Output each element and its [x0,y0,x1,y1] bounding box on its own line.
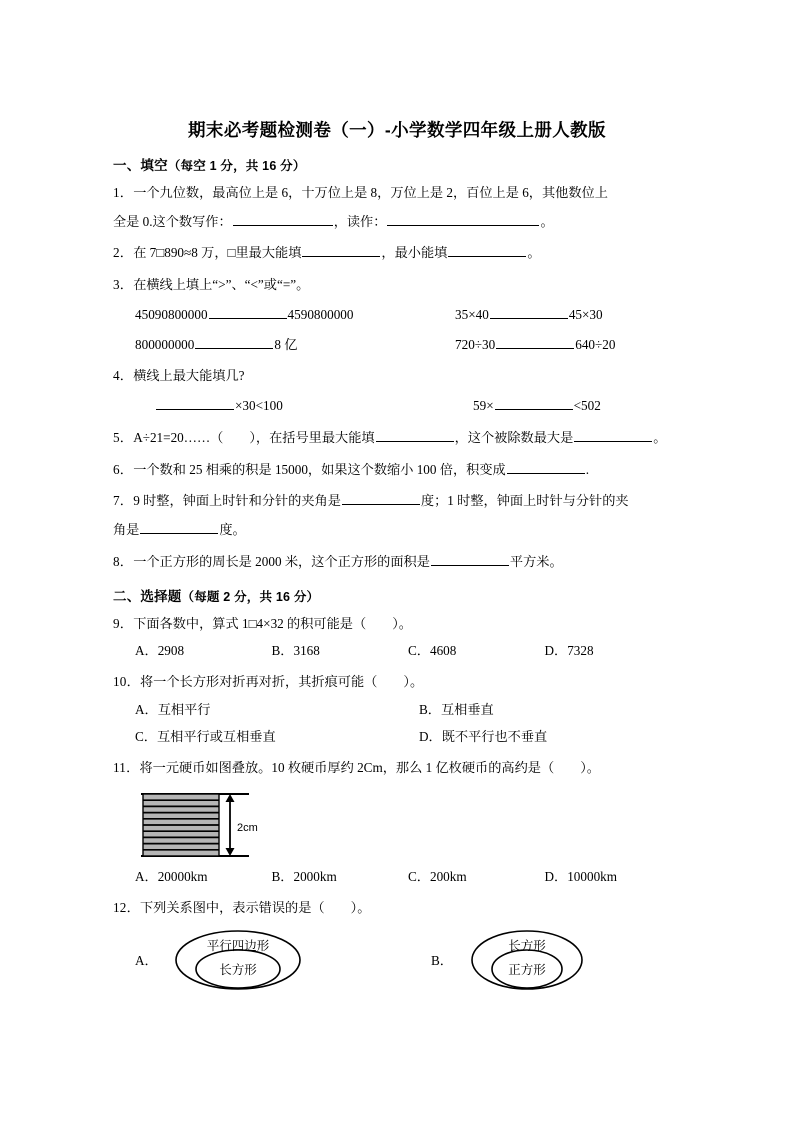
question-9-options [113,638,681,663]
question-1-blank-write[interactable] [233,213,333,226]
question-6-text-b: . [585,461,590,477]
question-3 [113,272,681,298]
question-12-index: 12． [113,900,140,916]
question-9-option-d[interactable]: D．7328 [544,643,594,659]
venn-a-outer-text: 平行四边形 [206,938,269,953]
q4-right-before: 59× [473,398,494,414]
question-3-row-1 [113,302,681,328]
section-heading-choice-score: （每题 2 分，共 16 分） [181,589,320,604]
question-5-text-d: 。 [653,429,667,445]
question-2-text-b: ，最小能填 [381,245,448,261]
question-10-options-row-1 [113,697,681,722]
question-12-options [113,927,681,993]
question-11-stem-b: ）。 [580,760,600,776]
question-7-text-d: 度。 [219,522,246,538]
question-1 [113,180,681,206]
question-2 [113,240,681,266]
question-5-text-b: ），在括号里最大能填 [249,429,375,445]
coin-dimension-label: 2cm [237,821,258,834]
q3-r2-left-blank[interactable] [195,336,273,349]
q3-r2-left-a: 800000000 [135,336,195,352]
question-7-index: 7． [113,493,134,509]
question-7-blank-9oclock[interactable] [342,492,420,505]
q3-r1-left-b: 4590800000 [287,306,354,322]
question-1-line2c: 。 [540,213,554,229]
question-5-text-a: A÷21=20……（ [133,429,224,445]
question-9-stem-a: 下面各数中，算式 1□4×32 的积可能是（ [133,615,367,631]
question-9-stem-b: ）。 [392,615,412,631]
question-7-continued [113,517,681,543]
q3-r1-left-a: 45090800000 [135,306,208,322]
question-6-blank[interactable] [507,460,585,473]
q3-r2-left-b: 8 亿 [274,336,298,352]
q4-right-after: <502 [573,398,601,414]
q3-r2-right-b: 640÷20 [575,336,616,352]
venn-diagram-b-icon [457,927,617,993]
question-5-text-c: ，这个被除数最大是 [454,429,574,445]
question-3-row-2 [113,332,681,358]
q3-r1-right-a: 35×40 [455,306,489,322]
question-3-prompt: 在横线上填上“>”、“<”或“=”。 [133,277,310,293]
question-3-row-1-right [413,302,681,328]
exam-page [113,0,681,1122]
section-heading-choice [113,585,681,605]
q4-left-blank[interactable] [156,397,234,410]
venn-diagram-a-icon [162,927,322,993]
question-9-index: 9． [113,615,134,631]
question-9 [113,611,681,637]
question-5 [113,425,681,451]
venn-b-inner-text: 正方形 [508,962,546,977]
question-7-text-c: 角是 [113,522,140,538]
question-6-text-a: 一个数和 25 相乘的积是 15000，如果这个数缩小 100 倍，积变成 [133,461,506,477]
question-9-option-c[interactable]: C．4608 [408,643,457,659]
question-5-index: 5． [113,429,134,445]
question-7-text-a: 9 时整，钟面上时针和分针的夹角是 [133,493,341,509]
question-12-stem-a: 下列关系图中，表示错误的是（ [139,900,325,916]
question-2-blank-min[interactable] [448,244,526,257]
question-3-row-2-right [413,332,681,358]
section-heading-label: 一、填空 [113,158,168,173]
question-3-row-1-left [113,302,413,328]
question-4-prompt: 横线上最大能填几? [133,368,245,384]
question-6 [113,457,681,483]
question-11-option-a[interactable]: A．20000km [135,868,208,884]
section-heading-choice-label: 二、选择题 [113,588,182,604]
section-heading-score: （每空 1 分，共 16 分） [167,159,306,173]
question-8-index: 8． [113,553,134,569]
question-11 [113,755,681,781]
question-10-stem-a: 将一个长方形对折再对折，其折痕可能（ [139,674,378,690]
question-2-index: 2． [113,245,134,261]
question-11-option-b[interactable]: B．2000km [271,868,337,884]
question-9-option-a[interactable]: A．2908 [135,643,185,659]
question-5-blank-dividend[interactable] [574,429,652,442]
question-2-text-a: 在 7□890≈8 万，□里最大能填 [133,245,302,261]
q3-r2-right-a: 720÷30 [455,336,496,352]
question-2-blank-max[interactable] [302,244,380,257]
section-heading-fill-in [113,154,681,174]
question-10-option-b[interactable]: B．互相垂直 [419,702,494,718]
question-4 [113,363,681,389]
question-1-line1: 一个九位数，最高位上是 6，十万位上是 8，万位上是 2，百位上是 6，其他数位上 [133,185,608,200]
question-12-option-a-label: A． [135,953,158,969]
question-7-text-b: 度；1 时整，钟面上时针与分针的夹 [420,493,629,509]
question-8 [113,549,681,575]
question-12-option-a[interactable] [113,927,397,993]
q3-r1-right-b: 45×30 [568,306,603,322]
q3-r2-right-blank[interactable] [496,336,574,349]
q4-right-blank[interactable] [495,397,573,410]
venn-a-inner-text: 长方形 [218,962,257,977]
question-10-option-c[interactable]: C．互相平行或互相垂直 [135,729,276,745]
question-10-option-d[interactable]: D．既不平行也不垂直 [419,729,548,745]
question-1-continued [113,209,681,235]
question-10-stem-b: ）。 [403,674,424,690]
question-5-blank-remainder[interactable] [376,429,454,442]
question-3-index: 3． [113,277,134,293]
question-11-option-c[interactable]: C．200km [408,868,467,884]
question-8-text-a: 一个正方形的周长是 2000 米，这个正方形的面积是 [133,553,430,569]
question-11-option-d[interactable]: D．10000km [544,868,618,884]
q3-r1-left-blank[interactable] [209,306,287,319]
question-9-option-b[interactable]: B．3168 [271,643,320,659]
question-1-blank-read[interactable] [387,213,539,226]
question-4-left [113,393,413,419]
question-4-index: 4． [113,368,134,384]
q3-r1-right-blank[interactable] [490,306,568,319]
question-1-line2a: 全是 0.这个数写作： [113,213,232,229]
question-12-option-b[interactable] [397,927,681,993]
question-10-options-row-2 [113,724,681,749]
q4-left-text: ×30<100 [235,398,283,414]
question-12-stem-b: ）。 [350,900,371,916]
question-1-index: 1． [113,185,134,200]
question-11-options [113,864,681,889]
question-10-index: 10． [113,674,140,690]
question-7-blank-1oclock[interactable] [140,521,218,534]
question-6-index: 6． [113,461,134,477]
question-8-text-b: 平方米。 [509,553,563,569]
question-12 [113,895,681,921]
question-1-line2b: ，读作： [333,213,387,229]
question-8-blank-area[interactable] [431,553,509,566]
question-12-option-b-label: B． [431,953,453,969]
question-11-index: 11． [113,760,140,776]
coin-stack-diagram [137,789,681,864]
question-11-stem-a: 将一元硬币如图叠放。10 枚硬币厚约 2Cm，那么 1 亿枚硬币的高约是（ [139,760,555,776]
question-3-row-2-left [113,332,413,358]
venn-b-outer-text: 长方形 [508,938,546,953]
page-title: 期末必考题检测卷（一）-小学数学四年级上册人教版 [188,120,606,140]
question-10 [113,669,681,695]
question-4-row [113,393,681,419]
question-7 [113,488,681,514]
question-4-right [413,393,681,419]
question-10-option-a[interactable]: A．互相平行 [135,702,211,718]
question-2-text-c: 。 [527,245,541,261]
